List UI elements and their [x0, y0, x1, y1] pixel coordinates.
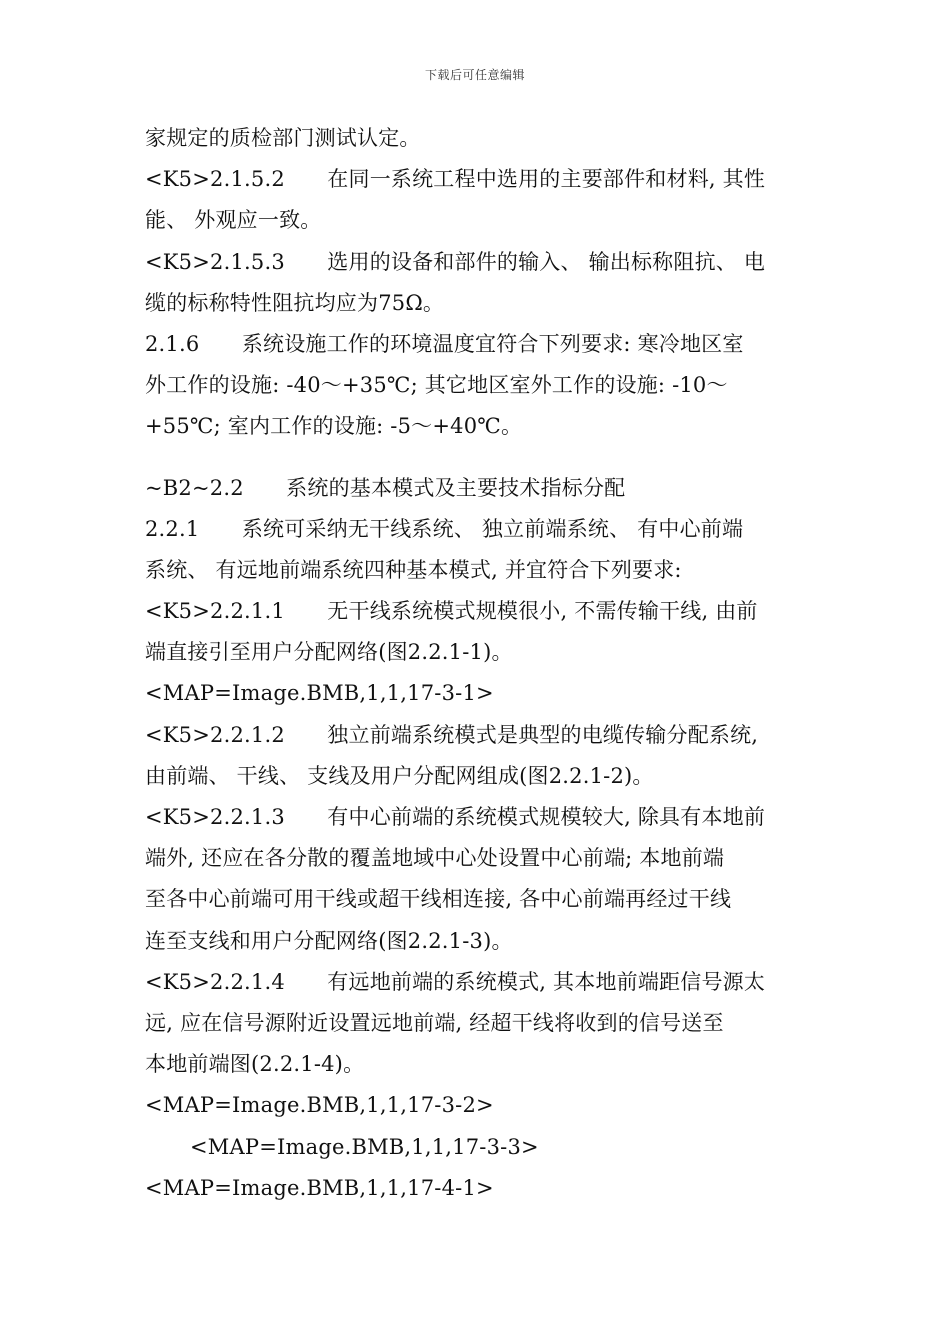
text-line: 端直接引至用户分配网络(图2.2.1-1)。: [145, 640, 513, 665]
text-line: 连至支线和用户分配网络(图2.2.1-3)。: [145, 928, 513, 953]
text-line: 2.2.1 系统可采纳无干线系统、 独立前端系统、 有中心前端: [145, 516, 744, 541]
text-line: 端外, 还应在各分散的覆盖地域中心处设置中心前端; 本地前端: [145, 846, 725, 871]
text-line: 至各中心前端可用干线或超干线相连接, 各中心前端再经过干线: [145, 887, 732, 912]
text-line: 能、 外观应一致。: [145, 208, 322, 233]
map-reference: <MAP=Image.BMB,1,1,17-3-3>: [190, 1134, 539, 1159]
map-reference: <MAP=Image.BMB,1,1,17-4-1>: [145, 1175, 494, 1200]
text-line: <K5>2.2.1.1 无干线系统模式规模很小, 不需传输干线, 由前: [145, 599, 758, 624]
text-line: <K5>2.2.1.4 有远地前端的系统模式, 其本地前端距信号源太: [145, 969, 766, 994]
text-line: 家规定的质检部门测试认定。: [145, 126, 421, 150]
text-line: 远, 应在信号源附近设置远地前端, 经超干线将收到的信号送至: [145, 1010, 724, 1035]
text-line: 系统、 有远地前端系统四种基本模式, 并宜符合下列要求:: [145, 557, 682, 582]
page-header: 下载后可任意编辑: [424, 68, 525, 82]
text-line: <K5>2.2.1.3 有中心前端的系统模式规模较大, 除具有本地前: [145, 805, 766, 829]
map-reference: <MAP=Image.BMB,1,1,17-3-2>: [145, 1093, 494, 1118]
text-line: <K5>2.2.1.2 独立前端系统模式是典型的电缆传输分配系统,: [145, 722, 759, 747]
section-heading: ~B2~2.2 系统的基本模式及主要技术指标分配: [145, 475, 626, 500]
map-reference: <MAP=Image.BMB,1,1,17-3-1>: [145, 681, 494, 706]
text-line: +55℃; 室内工作的设施: -5～+40℃。: [145, 414, 523, 439]
document-body: [145, 118, 807, 1209]
text-line: 外工作的设施: -40～+35℃; 其它地区室外工作的设施: -10～: [145, 373, 728, 398]
text-line: <K5>2.1.5.2 在同一系统工程中选用的主要部件和材料, 其性: [145, 167, 766, 192]
text-line: 由前端、 干线、 支线及用户分配网组成(图2.2.1-2)。: [145, 763, 654, 788]
text-line: 本地前端图(2.2.1-4)。: [145, 1052, 365, 1077]
paragraph-gap: [145, 448, 807, 468]
text-line: <K5>2.1.5.3 选用的设备和部件的输入、 输出标称阻抗、 电: [145, 249, 766, 274]
text-line: 缆的标称特性阻抗均应为75Ω。: [145, 290, 445, 315]
text-line: 2.1.6 系统设施工作的环境温度宜符合下列要求: 寒冷地区室: [145, 331, 744, 356]
